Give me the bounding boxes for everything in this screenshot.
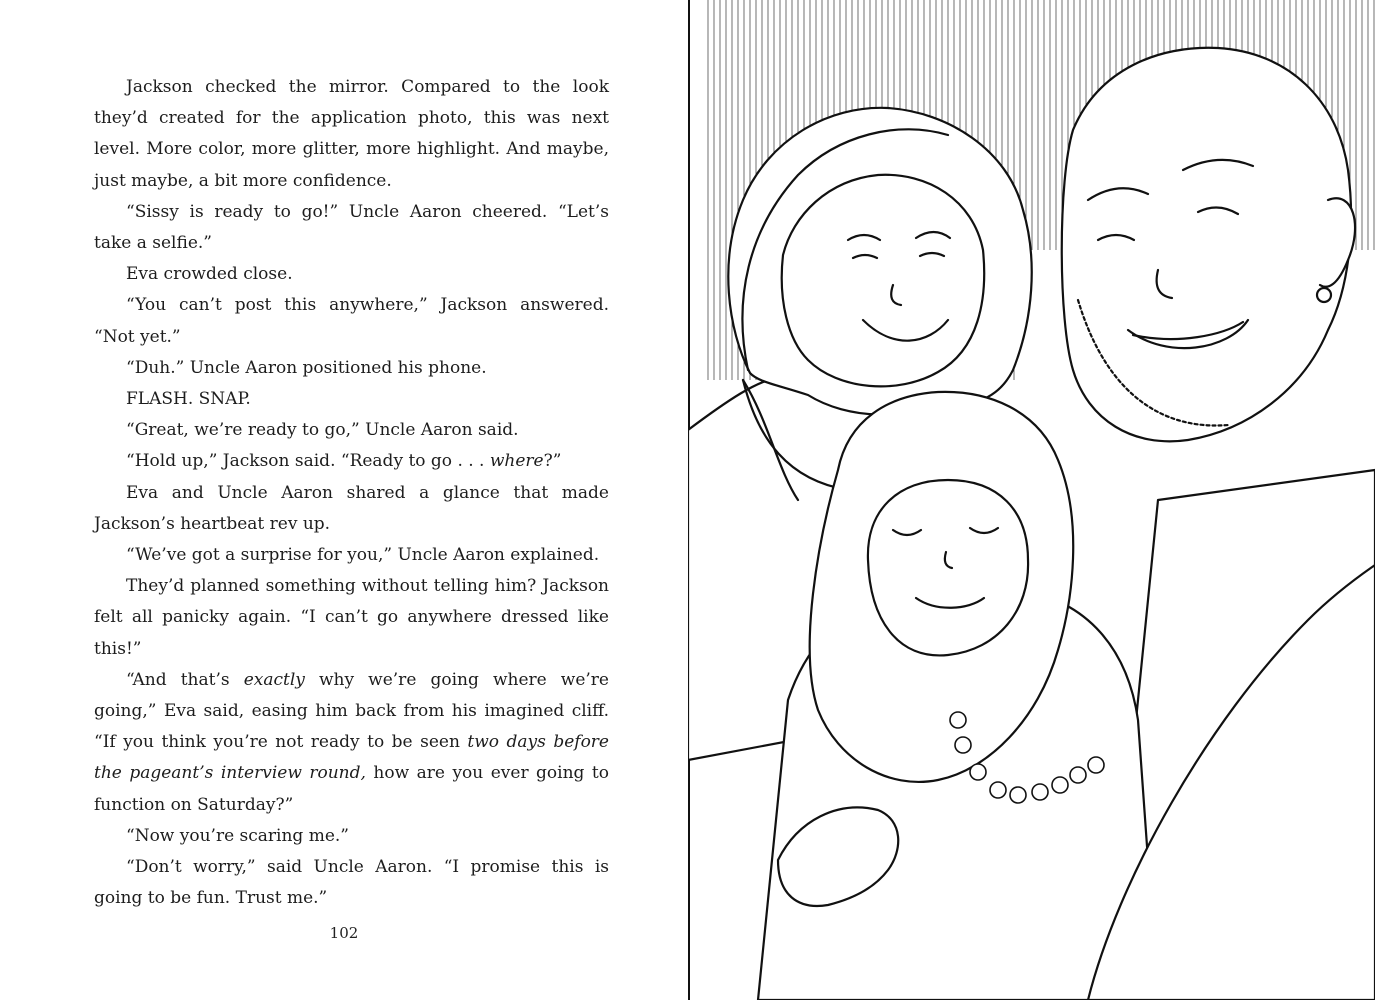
text-run: Jackson checked the mirror. Compared to the look they’d created for the application photo, this was next level. More color, more glitter, more highlight. And maybe, just maybe, a bit more confidence.	[94, 77, 609, 191]
page-number: 102	[329, 924, 359, 942]
paragraph	[94, 259, 609, 290]
text-run: why we’re going where we’re going,” Eva said, easing him back from his imagined cliff. “If you think you’re not ready to be seen	[94, 669, 609, 753]
text-run: “Sissy is ready to go!” Uncle Aaron cheered. “Let’s take a selfie.”	[94, 201, 609, 254]
text-run: “Hold up,” Jackson said. “Ready to go . . .	[126, 451, 490, 472]
text-run: “Great, we’re ready to go,” Uncle Aaron said.	[126, 420, 519, 441]
paragraph	[94, 852, 609, 914]
text-run: ?”	[543, 451, 562, 472]
text-run: Eva crowded close.	[126, 264, 293, 285]
paragraph	[94, 821, 609, 852]
paragraph	[94, 478, 609, 540]
right-page	[688, 0, 1375, 1000]
text-run: “And that’s	[126, 669, 244, 690]
paragraph	[94, 415, 609, 446]
paragraph	[94, 197, 609, 259]
text-run: “Duh.” Uncle Aaron positioned his phone.	[126, 357, 487, 378]
body-text	[94, 72, 609, 914]
paragraph	[94, 446, 609, 477]
text-run: “You can’t post this anywhere,” Jackson answered. “Not yet.”	[94, 295, 609, 347]
paragraph	[94, 384, 609, 415]
paragraph	[94, 540, 609, 571]
text-run: FLASH. SNAP.	[126, 389, 251, 410]
text-run: Eva and Uncle Aaron shared a glance that made Jackson’s heartbeat rev up.	[94, 482, 609, 534]
italic-text: two days before the pageant’s interview round,	[94, 732, 609, 784]
paragraph	[94, 665, 609, 821]
text-run: “We’ve got a surprise for you,” Uncle Aaron explained.	[126, 545, 600, 566]
selfie-illustration	[688, 0, 1375, 1000]
paragraph	[94, 571, 609, 665]
paragraph	[94, 353, 609, 384]
text-run: “Don’t worry,” said Uncle Aaron. “I promise this is going to be fun. Trust me.”	[94, 857, 609, 909]
italic-text: exactly	[243, 669, 305, 690]
paragraph	[94, 290, 609, 352]
italic-text: where	[489, 451, 544, 472]
text-run: “Now you’re scaring me.”	[126, 825, 349, 846]
text-run: They’d planned something without telling him? Jackson felt all panicky again. “I can’t go anywhere dressed like this!”	[94, 576, 609, 659]
paragraph	[94, 72, 609, 197]
text-run: how are you ever going to function on Saturday?”	[94, 763, 609, 815]
